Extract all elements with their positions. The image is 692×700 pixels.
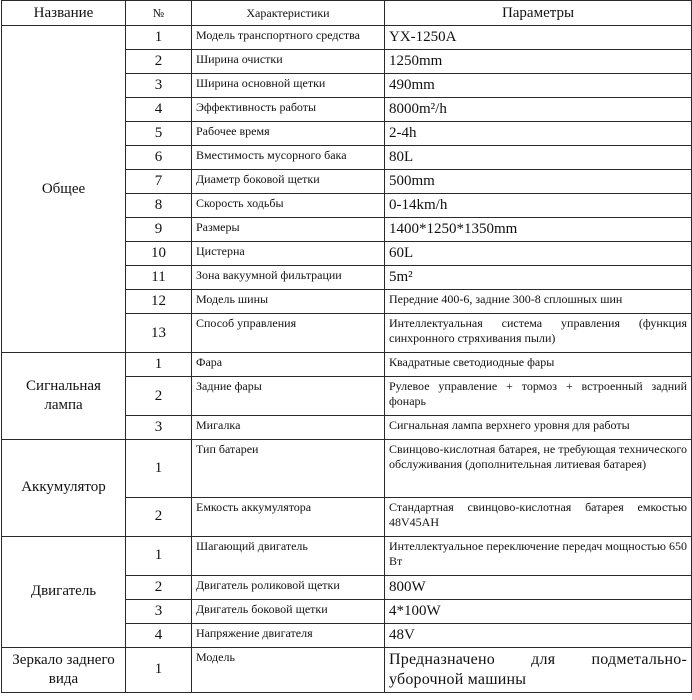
- row-number: 1: [126, 353, 192, 377]
- row-characteristic: Ширина очистки: [192, 50, 385, 74]
- row-characteristic: Зона вакуумной фильтрации: [192, 266, 385, 290]
- row-characteristic: Задние фары: [192, 377, 385, 416]
- row-characteristic: Модель: [192, 647, 385, 692]
- header-characteristics: Характеристики: [192, 1, 385, 26]
- row-value: 2-4h: [385, 122, 692, 146]
- row-number: 1: [126, 647, 192, 692]
- row-value: 4*100W: [385, 599, 692, 623]
- row-value: 80L: [385, 146, 692, 170]
- row-characteristic: Двигатель боковой щетки: [192, 599, 385, 623]
- row-value: Предназначено для подметально-уборочной машины: [385, 647, 692, 692]
- row-value: Квадратные светодиодные фары: [385, 353, 692, 377]
- row-value: Рулевое управление + тормоз + встроенный задний фонарь: [385, 377, 692, 416]
- row-characteristic: Модель шины: [192, 290, 385, 314]
- row-value: 490mm: [385, 74, 692, 98]
- row-value: 500mm: [385, 170, 692, 194]
- row-value: 1400*1250*1350mm: [385, 218, 692, 242]
- row-number: 13: [126, 314, 192, 353]
- row-number: 2: [126, 50, 192, 74]
- table-row: [2, 536, 692, 575]
- row-value: 8000m²/h: [385, 98, 692, 122]
- row-number: 11: [126, 266, 192, 290]
- row-characteristic: Диаметр боковой щетки: [192, 170, 385, 194]
- row-number: 12: [126, 290, 192, 314]
- group-general: Общее: [2, 26, 126, 353]
- table-row: [2, 647, 692, 692]
- row-characteristic: Способ управления: [192, 314, 385, 353]
- row-number: 8: [126, 194, 192, 218]
- row-characteristic: Цистерна: [192, 242, 385, 266]
- row-characteristic: Скорость ходьбы: [192, 194, 385, 218]
- row-number: 7: [126, 170, 192, 194]
- spec-table: [1, 0, 692, 693]
- row-number: 1: [126, 439, 192, 497]
- row-characteristic: Модель транспортного средства: [192, 26, 385, 50]
- row-number: 6: [126, 146, 192, 170]
- row-value: Стандартная свинцово-кислотная батарея емкостью 48V45AH: [385, 497, 692, 536]
- row-value: YX-1250A: [385, 26, 692, 50]
- row-value: 1250mm: [385, 50, 692, 74]
- row-number: 1: [126, 26, 192, 50]
- group-signal-lamp: Сигнальная лампа: [2, 353, 126, 440]
- row-number: 10: [126, 242, 192, 266]
- row-characteristic: Размеры: [192, 218, 385, 242]
- row-characteristic: Тип батареи: [192, 439, 385, 497]
- group-motor: Двигатель: [2, 536, 126, 647]
- group-battery: Аккумулятор: [2, 439, 126, 536]
- row-number: 4: [126, 623, 192, 647]
- row-value: 48V: [385, 623, 692, 647]
- row-value: Интеллектуальная система управления (функция синхронного стряхивания пыли): [385, 314, 692, 353]
- group-rearview-mirror: Зеркало заднего вида: [2, 647, 126, 692]
- row-number: 5: [126, 122, 192, 146]
- row-value: Свинцово-кислотная батарея, не требующая технического обслуживания (дополнительная литиевая батарея): [385, 439, 692, 497]
- row-characteristic: Вместимость мусорного бака: [192, 146, 385, 170]
- header-number: №: [126, 1, 192, 26]
- row-value: Передние 400-6, задние 300-8 сплошных шин: [385, 290, 692, 314]
- row-number: 3: [126, 416, 192, 440]
- row-number: 2: [126, 377, 192, 416]
- header-parameters: Параметры: [385, 1, 692, 26]
- row-characteristic: Мигалка: [192, 416, 385, 440]
- row-value: Сигнальная лампа верхнего уровня для работы: [385, 416, 692, 440]
- row-value: 800W: [385, 575, 692, 599]
- row-characteristic: Ширина основной щетки: [192, 74, 385, 98]
- table-row: [2, 353, 692, 377]
- row-number: 3: [126, 74, 192, 98]
- row-number: 1: [126, 536, 192, 575]
- row-characteristic: Емкость аккумулятора: [192, 497, 385, 536]
- row-characteristic: Напряжение двигателя: [192, 623, 385, 647]
- row-value: 5m²: [385, 266, 692, 290]
- row-number: 2: [126, 575, 192, 599]
- row-number: 9: [126, 218, 192, 242]
- row-value: 0-14km/h: [385, 194, 692, 218]
- table-row: [2, 26, 692, 50]
- header-row: [2, 1, 692, 26]
- row-value: 60L: [385, 242, 692, 266]
- row-number: 3: [126, 599, 192, 623]
- header-name: Название: [2, 1, 126, 26]
- row-characteristic: Эффективность работы: [192, 98, 385, 122]
- row-characteristic: Шагающий двигатель: [192, 536, 385, 575]
- table-row: [2, 439, 692, 497]
- row-characteristic: Фара: [192, 353, 385, 377]
- row-characteristic: Двигатель роликовой щетки: [192, 575, 385, 599]
- row-number: 4: [126, 98, 192, 122]
- row-number: 2: [126, 497, 192, 536]
- row-characteristic: Рабочее время: [192, 122, 385, 146]
- row-value: Интеллектуальное переключение передач мощностью 650 Вт: [385, 536, 692, 575]
